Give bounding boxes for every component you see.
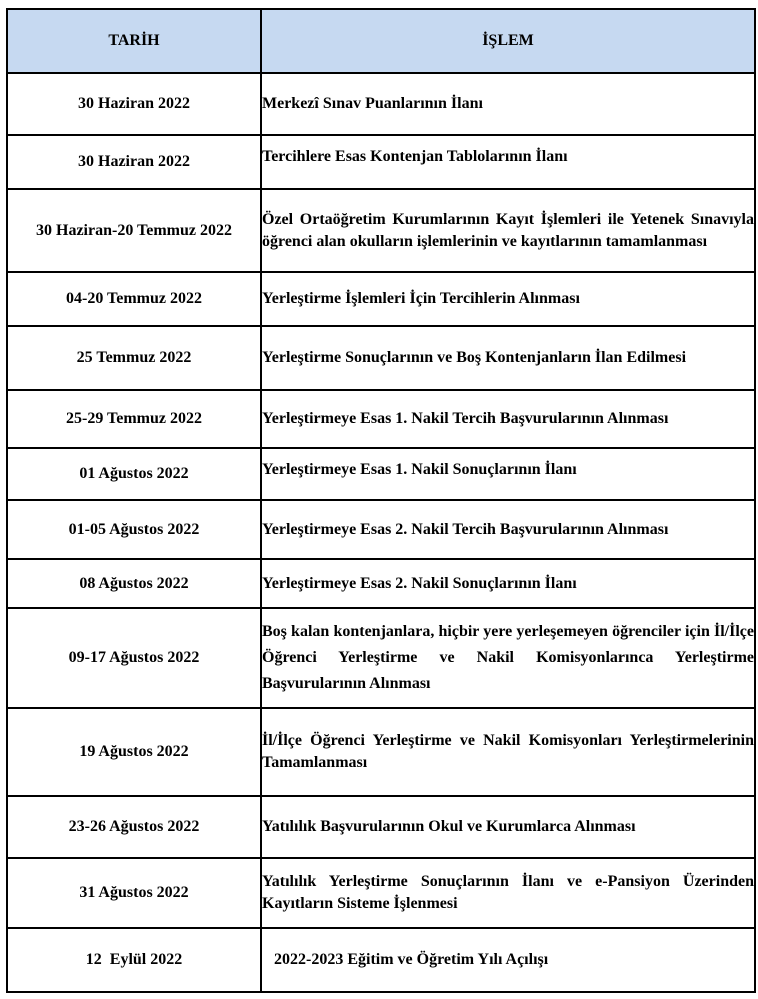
table-row [7,500,755,559]
table-row [7,928,755,992]
operation-cell: İl/İlçe Öğrenci Yerleştirme ve Nakil Komisyonları Yerleştirmelerinin Tamamlanması [261,708,755,796]
operation-cell: Yerleştirmeye Esas 1. Nakil Tercih Başvurularının Alınması [261,390,755,448]
operation-cell: Tercihlere Esas Kontenjan Tablolarının İlanı [261,135,755,189]
table-row [7,608,755,708]
table-row [7,708,755,796]
table-row [7,326,755,390]
operation-cell: Yerleştirme İşlemleri İçin Tercihlerin Alınması [261,272,755,326]
operation-cell: Özel Ortaöğretim Kurumlarının Kayıt İşlemleri ile Yetenek Sınavıyla öğrenci alan okulların işlemlerinin ve kayıtlarının tamamlanması [261,189,755,272]
table-row [7,135,755,189]
operation-cell: Yerleştirmeye Esas 2. Nakil Sonuçlarının İlanı [261,559,755,608]
table-row [7,73,755,135]
table-row [7,858,755,928]
date-cell: 01-05 Ağustos 2022 [7,500,261,559]
operation-cell: Yatılılık Yerleştirme Sonuçlarının İlanı ve e-Pansiyon Üzerinden Kayıtların Sisteme İşlenmesi [261,858,755,928]
operation-cell: Yerleştirme Sonuçlarının ve Boş Kontenjanların İlan Edilmesi [261,326,755,390]
date-cell: 25 Temmuz 2022 [7,326,261,390]
date-cell: 31 Ağustos 2022 [7,858,261,928]
date-cell: 30 Haziran 2022 [7,73,261,135]
date-cell: 04-20 Temmuz 2022 [7,272,261,326]
table-header-row [7,9,755,73]
operation-cell: Merkezî Sınav Puanlarının İlanı [261,73,755,135]
date-cell: 23-26 Ağustos 2022 [7,796,261,858]
date-cell: 09-17 Ağustos 2022 [7,608,261,708]
column-header-date: TARİH [7,9,261,73]
operation-cell: Yerleştirmeye Esas 1. Nakil Sonuçlarının İlanı [261,448,755,500]
operation-cell: Yatılılık Başvurularının Okul ve Kurumlarca Alınması [261,796,755,858]
column-header-operation: İŞLEM [261,9,755,73]
table-row [7,448,755,500]
date-cell: 01 Ağustos 2022 [7,448,261,500]
table-row [7,559,755,608]
schedule-table [6,8,756,993]
table-row [7,189,755,272]
table-row [7,390,755,448]
operation-cell: 2022-2023 Eğitim ve Öğretim Yılı Açılışı [261,928,755,992]
date-cell: 12 Eylül 2022 [7,928,261,992]
date-cell: 08 Ağustos 2022 [7,559,261,608]
date-cell: 30 Haziran 2022 [7,135,261,189]
date-cell: 30 Haziran-20 Temmuz 2022 [7,189,261,272]
date-cell: 25-29 Temmuz 2022 [7,390,261,448]
operation-cell: Yerleştirmeye Esas 2. Nakil Tercih Başvurularının Alınması [261,500,755,559]
date-cell: 19 Ağustos 2022 [7,708,261,796]
operation-cell: Boş kalan kontenjanlara, hiçbir yere yerleşemeyen öğrenciler için İl/İlçe Öğrenci Yerleştirme ve Nakil Komisyonlarınca Yerleştirme Başvurularının Alınması [261,608,755,708]
table-row [7,272,755,326]
table-row [7,796,755,858]
